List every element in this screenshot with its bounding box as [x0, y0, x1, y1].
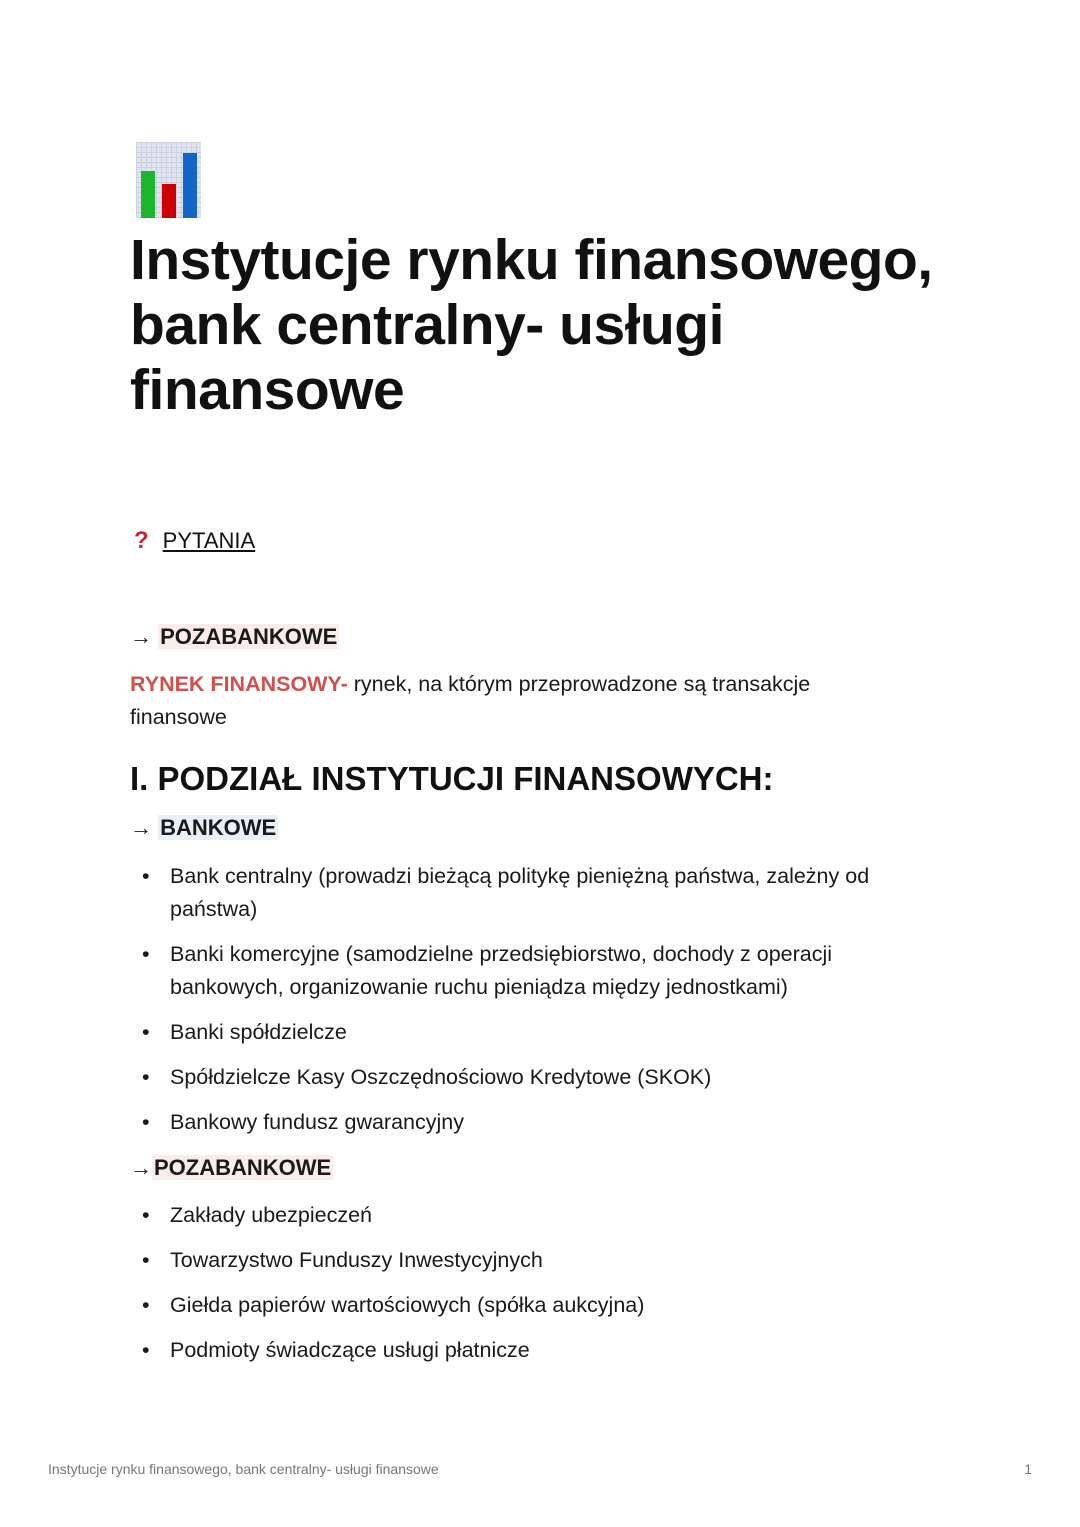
pytania-link[interactable]: PYTANIA [162, 528, 256, 553]
bankowe-list [130, 860, 950, 1151]
definition-term: RYNEK FINANSOWY- [130, 672, 348, 696]
subheading-bankowe [130, 815, 278, 841]
arrow-icon: → [130, 624, 152, 649]
arrow-icon: → [130, 815, 152, 840]
pozabankowe-list [130, 1199, 950, 1379]
list-item: • Towarzystwo Funduszy Inwestycyjnych [130, 1244, 950, 1277]
pytania-link-row[interactable] [134, 527, 255, 555]
list-item: • Banki komercyjne (samodzielne przedsiębiorstwo, dochody z operacji bankowych, organizowanie ruchu pieniądza między jednostkami) [130, 938, 950, 1004]
subheading-label: POZABANKOWE [154, 1155, 332, 1180]
arrow-icon: → [130, 1155, 152, 1180]
page-title: Instytucje rynku finansowego, bank centralny- usługi finansowe [130, 228, 933, 422]
list-item: • Spółdzielcze Kasy Oszczędnościowo Kredytowe (SKOK) [130, 1061, 950, 1094]
definition-text: rynek, na którym przeprowadzone są transakcje finansowe [130, 672, 811, 729]
subheading-pozabankowe-2 [130, 1155, 333, 1181]
footer-title: Instytucje rynku finansowego, bank centralny- usługi finansowe [48, 1461, 439, 1477]
page-number: 1 [1024, 1461, 1032, 1477]
section-heading: I. PODZIAŁ INSTYTUCJI FINANSOWYCH: [130, 760, 774, 797]
subheading-label: BANKOWE [160, 815, 277, 840]
list-item: • Podmioty świadczące usługi płatnicze [130, 1334, 950, 1367]
question-mark-icon: ? [134, 527, 149, 554]
list-item: • Bank centralny (prowadzi bieżącą politykę pieniężną państwa, zależny od państwa) [130, 860, 950, 926]
list-item: • Banki spółdzielcze [130, 1016, 950, 1049]
list-item: • Bankowy fundusz gwarancyjny [130, 1106, 950, 1139]
bar-chart-icon [136, 142, 201, 218]
subheading-pozabankowe-1 [130, 624, 339, 650]
list-item: • Giełda papierów wartościowych (spółka aukcyjna) [130, 1289, 950, 1322]
subheading-label: POZABANKOWE [160, 624, 338, 649]
list-item: • Zakłady ubezpieczeń [130, 1199, 950, 1232]
definition-paragraph [130, 668, 910, 734]
